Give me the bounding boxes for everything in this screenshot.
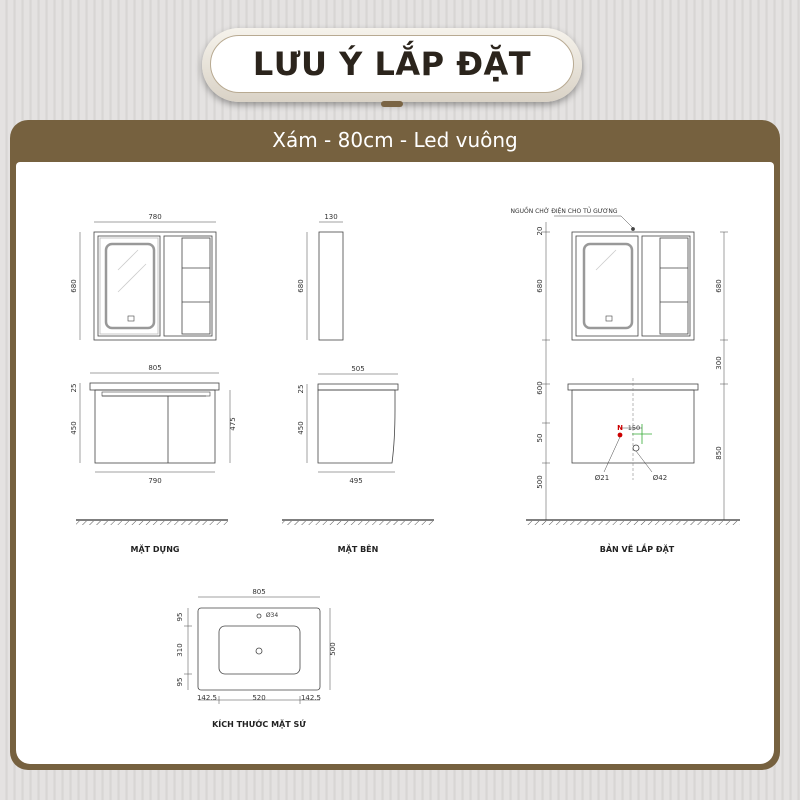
install-dimension-lines — [542, 222, 728, 520]
side-top-thickness: 25 — [297, 384, 305, 394]
side-top-depth: 505 — [351, 365, 365, 373]
page-title: LƯU Ý LẮP ĐẶT — [252, 45, 532, 83]
install-offset: 150 — [627, 424, 641, 432]
install-top-gap: 20 — [536, 226, 544, 236]
side-mirror-depth: 130 — [324, 213, 338, 221]
install-mirror-height: 680 — [536, 279, 544, 293]
basin-tap-hole-size: Ø34 — [265, 612, 279, 619]
diagram-frame — [10, 120, 780, 770]
front-floor — [76, 520, 228, 525]
basin-dimension-lines — [184, 597, 330, 704]
front-view-caption: MẶT DỰNG — [130, 545, 180, 554]
basin-tap-hole — [257, 614, 261, 618]
front-mirror-cabinet — [94, 232, 216, 340]
basin-bowl-width: 520 — [252, 694, 266, 702]
diagram-card — [16, 162, 774, 764]
install-gap-height: 300 — [715, 356, 723, 370]
side-vanity — [318, 384, 398, 463]
install-inlet-height: 50 — [536, 433, 544, 443]
side-view — [282, 213, 434, 554]
basin-outline — [198, 608, 320, 690]
header-banner-inner — [210, 35, 574, 93]
basin-side-left: 142.5 — [196, 694, 218, 702]
side-mirror-height: 680 — [297, 279, 305, 293]
basin-view — [176, 588, 337, 729]
install-pipe-small: Ø21 — [594, 474, 610, 482]
side-view-caption: MẶT BÊN — [337, 545, 379, 554]
install-view — [510, 206, 740, 554]
install-power-note-leader — [554, 216, 635, 231]
install-floor — [526, 520, 740, 525]
basin-drain — [256, 648, 262, 654]
basin-side-right: 142.5 — [300, 694, 322, 702]
install-power-note: NGUỒN CHỜ ĐIỆN CHO TỦ GƯƠNG — [510, 208, 618, 215]
front-top-width: 805 — [148, 364, 162, 372]
install-pipe-large: Ø42 — [652, 474, 668, 482]
install-cabinet-top: 600 — [536, 381, 544, 395]
front-cabinet-width: 790 — [148, 477, 162, 485]
side-floor — [282, 520, 434, 525]
installation-drawing — [16, 162, 774, 764]
basin-bowl-depth: 310 — [176, 643, 184, 657]
install-total-height: 850 — [715, 446, 723, 460]
basin-width: 805 — [252, 588, 266, 596]
basin-bowl — [219, 626, 300, 674]
side-dimension-lines — [307, 222, 398, 472]
front-cabinet-total: 475 — [229, 417, 237, 431]
front-top-thickness: 25 — [70, 383, 78, 393]
header-banner — [202, 28, 582, 102]
front-mirror-width: 780 — [148, 213, 162, 221]
header-accent — [381, 101, 403, 107]
product-variant-title: Xám - 80cm - Led vuông — [272, 128, 518, 152]
basin-margin-top: 95 — [176, 612, 184, 622]
install-cold-marker: N — [617, 424, 623, 432]
front-vanity — [90, 383, 219, 463]
basin-total-depth: 500 — [329, 642, 337, 656]
front-view — [70, 213, 237, 554]
install-mirror-height-right: 680 — [715, 279, 723, 293]
basin-view-caption: KÍCH THƯỚC MẶT SỨ — [212, 720, 306, 729]
basin-margin-bottom: 95 — [176, 677, 184, 687]
side-cabinet-height: 450 — [297, 421, 305, 435]
install-view-caption: BẢN VẼ LẮP ĐẶT — [599, 545, 675, 554]
install-floor-clearance: 500 — [536, 475, 544, 489]
front-cabinet-height: 450 — [70, 421, 78, 435]
side-cabinet-depth: 495 — [349, 477, 363, 485]
install-mirror-cabinet — [572, 232, 694, 340]
front-mirror-height: 680 — [70, 279, 78, 293]
side-mirror-cabinet — [319, 232, 343, 340]
